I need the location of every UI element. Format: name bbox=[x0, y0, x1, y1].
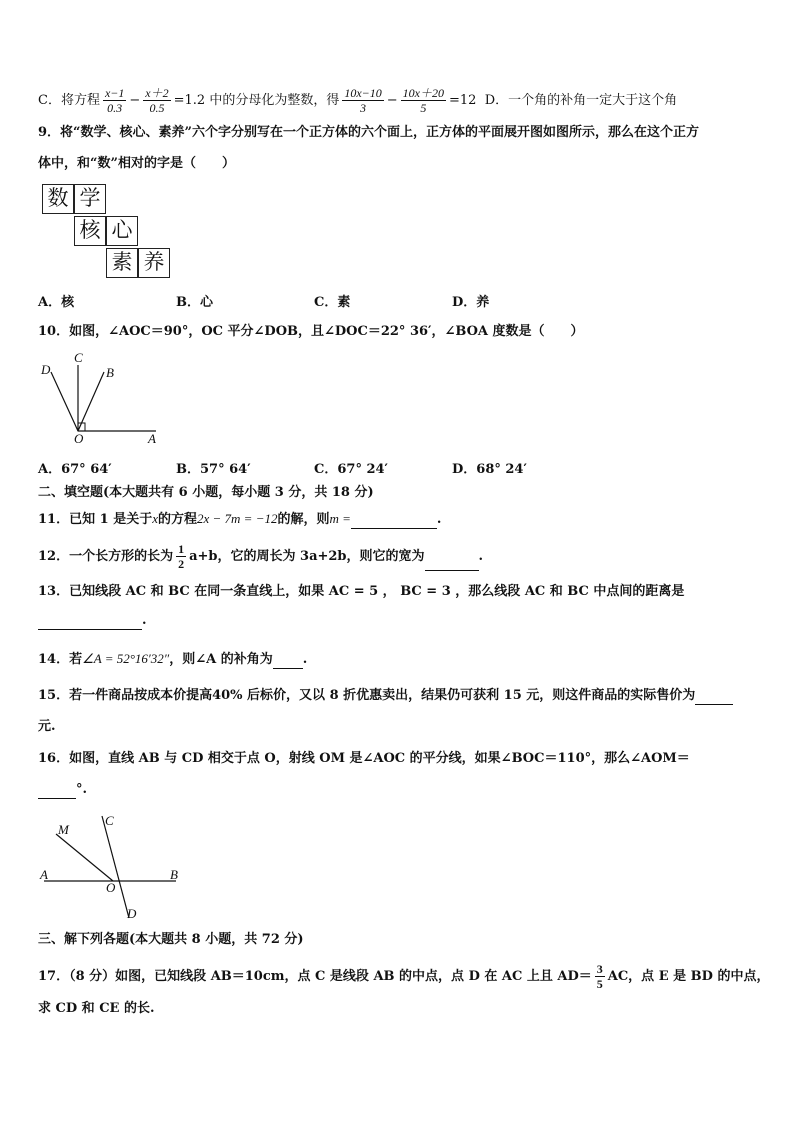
intersecting-lines-figure-q16 bbox=[36, 810, 186, 925]
q11-end: . bbox=[436, 512, 442, 527]
fraction-three-fifths: $\frac{3}{5}$ bbox=[596, 962, 603, 991]
label-a: A bbox=[148, 431, 156, 445]
label-m: M bbox=[58, 822, 69, 837]
var-m: m = bbox=[329, 511, 351, 526]
q17-pre: 17．（8 分）如图，已知线段 AB＝10cm，点 C 是线段 AB 的中点，点 D 在 AC 上且 AD＝ bbox=[38, 969, 592, 984]
label-b: B bbox=[170, 867, 178, 882]
ray-ob bbox=[78, 372, 104, 431]
q15-text: 15．若一件商品按成本价提高40% 后标价，又以 8 折优惠卖出，结果仍可获利 15 元，则这件商品的实际售价为 bbox=[38, 688, 696, 703]
minus-sign: − bbox=[386, 93, 398, 108]
angle-value: ∠A = 52°16′32″ bbox=[82, 651, 170, 666]
angle-figure-q10 bbox=[36, 350, 166, 445]
q8c-prefix: C．将方程 bbox=[38, 93, 100, 108]
q9-text-line1: 9．将“数学、核心、素养”六个字分别写在一个正方体的六个面上，正方体的平面展开图如图所示，那么在这个正方 bbox=[38, 125, 700, 140]
label-b: B bbox=[106, 365, 114, 380]
q17-line2: 求 CD 和 CE 的长. bbox=[38, 1001, 155, 1016]
q9-option-b: B．心 bbox=[176, 295, 213, 310]
q12-end: . bbox=[478, 549, 484, 564]
q11-mid: 的方程 bbox=[157, 512, 197, 527]
answer-blank[interactable] bbox=[273, 654, 303, 669]
label-a: A bbox=[40, 867, 48, 882]
q10-option-b: B．57° 64′ bbox=[176, 462, 251, 477]
q13-text: 13．已知线段 AC 和 BC 在同一条直线上，如果 AC = 5 ， BC = 3 ，那么线段 AC 和 BC 中点间的距离是 bbox=[38, 584, 685, 599]
answer-blank[interactable] bbox=[38, 615, 142, 630]
fraction-3: $\frac{10x-10}{3}$ bbox=[344, 86, 382, 115]
q10-option-a: A．67° 64′ bbox=[38, 462, 112, 477]
label-d: D bbox=[41, 362, 51, 377]
q10-option-d: D．68° 24′ bbox=[452, 462, 527, 477]
q9-option-a: A．核 bbox=[38, 295, 75, 310]
fraction-half: $\frac{1}{2}$ bbox=[178, 542, 185, 571]
q17-post: AC，点 E 是 BD 的中点， bbox=[607, 969, 770, 984]
section-2-heading: 二、填空题(本大题共有 6 小题，每小题 3 分，共 18 分) bbox=[38, 485, 374, 500]
label-c: C bbox=[74, 350, 83, 365]
net-cell-he: 核 bbox=[74, 216, 106, 246]
q12-line bbox=[38, 542, 483, 571]
fraction-2: $\frac{x+2}{0.5}$ bbox=[145, 86, 169, 115]
q14-mid: ，则∠A 的补角为 bbox=[169, 652, 273, 667]
label-d: D bbox=[127, 906, 137, 921]
q13-answer-line bbox=[38, 612, 147, 630]
minus-sign: − bbox=[129, 93, 141, 108]
q8c-suffix: =12 bbox=[449, 93, 477, 108]
q8-option-line bbox=[38, 86, 677, 115]
q14-pre: 14．若 bbox=[38, 652, 83, 667]
ray-od bbox=[51, 372, 78, 431]
q15-line1 bbox=[38, 687, 733, 705]
label-o: O bbox=[74, 431, 84, 445]
equation: 2x − 7m = −12 bbox=[197, 511, 278, 526]
net-cell-xue: 学 bbox=[74, 184, 106, 214]
q12-pre: 12．一个长方形的长为 bbox=[38, 549, 174, 564]
q16-line2 bbox=[38, 781, 87, 799]
q17-line1 bbox=[38, 962, 769, 991]
q8c-mid: =1.2 中的分母化为整数，得 bbox=[173, 93, 340, 108]
q13-end: . bbox=[142, 613, 147, 628]
q8-option-d: D．一个角的补角一定大于这个角 bbox=[484, 93, 678, 108]
net-cell-shu: 数 bbox=[42, 184, 74, 214]
q9-option-c: C．素 bbox=[314, 295, 351, 310]
q14-end: . bbox=[302, 652, 308, 667]
q12-mid: a+b，它的周长为 3a+2b，则它的宽为 bbox=[189, 549, 425, 564]
q10-text: 10．如图，∠AOC＝90°，OC 平分∠DOB，且∠DOC＝22° 36′，∠BOA 度数是（ ） bbox=[38, 324, 584, 339]
answer-blank[interactable] bbox=[695, 690, 733, 705]
q11-pre: 11．已知 1 是关于 bbox=[38, 512, 153, 527]
net-cell-yang: 养 bbox=[138, 248, 170, 278]
answer-blank[interactable] bbox=[38, 784, 76, 799]
var-x: x bbox=[152, 511, 158, 526]
fraction-1: $\frac{x-1}{0.3}$ bbox=[104, 86, 125, 115]
label-o: O bbox=[106, 880, 116, 895]
q10-option-c: C．67° 24′ bbox=[314, 462, 388, 477]
q11-line bbox=[38, 510, 441, 529]
q9-text-line2: 体中，和“数”相对的字是（ ） bbox=[38, 156, 235, 171]
q14-line bbox=[38, 650, 307, 669]
q15-line2: 元. bbox=[38, 719, 56, 734]
q9-option-d: D．养 bbox=[452, 295, 490, 310]
fraction-4: $\frac{10x+20}{5}$ bbox=[402, 86, 444, 115]
answer-blank[interactable] bbox=[351, 514, 437, 529]
q16-end: °. bbox=[76, 782, 88, 797]
line-cd bbox=[102, 816, 129, 918]
answer-blank[interactable] bbox=[425, 556, 479, 571]
q11-post: 的解，则 bbox=[277, 512, 330, 527]
net-cell-su: 素 bbox=[106, 248, 138, 278]
section-3-heading: 三、解下列各题(本大题共 8 小题，共 72 分) bbox=[38, 932, 304, 947]
label-c: C bbox=[105, 813, 114, 828]
q16-line1: 16．如图，直线 AB 与 CD 相交于点 O，射线 OM 是∠AOC 的平分线，如果∠BOC＝110°，那么∠AOM＝ bbox=[38, 751, 690, 766]
net-cell-xin: 心 bbox=[106, 216, 138, 246]
ray-om bbox=[56, 834, 113, 881]
